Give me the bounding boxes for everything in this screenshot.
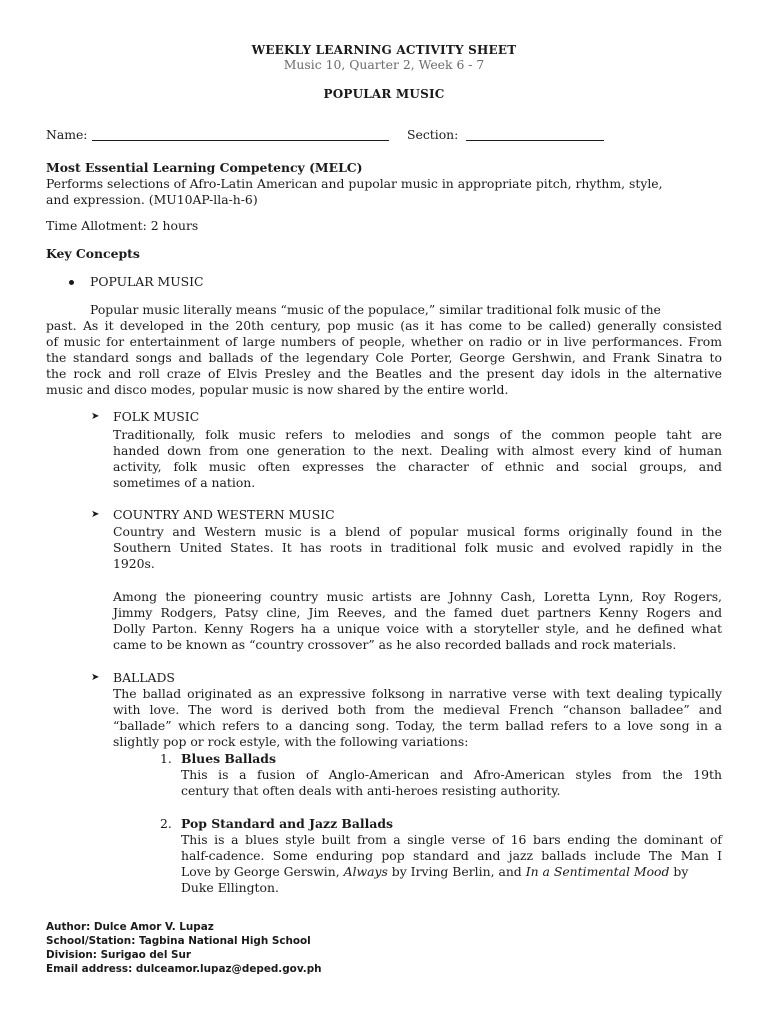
blues-ballads-heading: Blues Ballads bbox=[181, 751, 276, 766]
paragraph-line: past. As it developed in the 20th century, pop music (as it has come to be called) generally consisted bbox=[46, 318, 722, 333]
paragraph-line: the standard songs and ballads of the legendary Cole Porter, George Gershwin, and Frank Sinatra to bbox=[46, 350, 722, 365]
paragraph-line: Traditionally, folk music refers to melodies and songs of the common people taht are bbox=[113, 427, 722, 442]
footer-school: School/Station: Tagbina National High School bbox=[46, 935, 311, 947]
paragraph-line bbox=[181, 864, 688, 880]
footer-author: Author: Dulce Amor V. Lupaz bbox=[46, 921, 214, 933]
paragraph-line: the rock and roll craze of Elvis Presley and the Beatles and the present day idols in the alternative bbox=[46, 366, 722, 381]
paragraph-line: This is a fusion of Anglo-American and Afro-American styles from the 19th bbox=[181, 767, 722, 782]
paragraph-line: sometimes of a nation. bbox=[113, 475, 256, 490]
time-allotment: Time Allotment: 2 hours bbox=[46, 218, 199, 233]
paragraph-line: Among the pioneering country music artists are Johnny Cash, Loretta Lynn, Roy Rogers, bbox=[113, 589, 722, 604]
footer-email: Email address: dulceamor.lupaz@deped.gov.ph bbox=[46, 963, 322, 975]
melc-text-line: Performs selections of Afro-Latin American and pupolar music in appropriate pitch, rhythm, style, bbox=[46, 176, 663, 191]
footer-division: Division: Surigao del Sur bbox=[46, 949, 192, 961]
text-run: by bbox=[669, 864, 689, 879]
name-blank[interactable] bbox=[92, 140, 389, 141]
paragraph-line: of music for entertainment of large numbers of people, whether on radio or in live performances. From bbox=[46, 334, 722, 349]
paragraph-line: half-cadence. Some enduring pop standard and jazz ballads include The Man I bbox=[181, 848, 722, 863]
paragraph-line: This is a blues style built from a single verse of 16 bars ending the dominant of bbox=[181, 832, 722, 847]
paragraph-line: Duke Ellington. bbox=[181, 880, 279, 895]
ballads-heading: BALLADS bbox=[113, 670, 175, 685]
paragraph-line: The ballad originated as an expressive folksong in narrative verse with text dealing typically bbox=[113, 686, 722, 701]
list-number: 2. bbox=[160, 816, 172, 831]
paragraph-line: century that often deals with anti-heroes resisting authority. bbox=[181, 783, 561, 798]
arrow-bullet-icon: ➤ bbox=[91, 509, 100, 520]
paragraph-line: with love. The word is derived both from the medieval French “chanson balladee” and bbox=[113, 702, 722, 717]
sheet-title: WEEKLY LEARNING ACTIVITY SHEET bbox=[251, 43, 517, 57]
folk-music-heading: FOLK MUSIC bbox=[113, 409, 200, 424]
song-title-mood: In a Sentimental Mood bbox=[525, 864, 670, 879]
paragraph-line: Dolly Parton. Kenny Rogers ha a unique voice with a storyteller style, and he defined what bbox=[113, 621, 722, 636]
pop-standard-heading: Pop Standard and Jazz Ballads bbox=[181, 816, 394, 831]
paragraph-line: slightly pop or rock estyle, with the following variations: bbox=[113, 734, 469, 749]
paragraph-line: Southern United States. It has roots in traditional folk music and evolved rapidly in the bbox=[113, 540, 722, 555]
song-title-always: Always bbox=[343, 864, 388, 879]
section-blank[interactable] bbox=[466, 140, 604, 141]
country-music-heading: COUNTRY AND WESTERN MUSIC bbox=[113, 507, 335, 522]
paragraph-line: Jimmy Rodgers, Patsy cline, Jim Reeves, and the famed duet partners Kenny Rogers and bbox=[113, 605, 722, 620]
text-run: Love by George Gerswin, bbox=[181, 864, 344, 879]
paragraph-line: came to be known as “country crossover” as he also recorded ballads and rock materials. bbox=[113, 637, 677, 652]
arrow-bullet-icon: ➤ bbox=[91, 672, 100, 683]
paragraph-line: 1920s. bbox=[113, 556, 155, 571]
paragraph-line: “ballade” which refers to a dancing song. Today, the term ballad refers to a love song in a bbox=[113, 718, 722, 733]
paragraph-line: Popular music literally means “music of the populace,” similar traditional folk music of the bbox=[90, 302, 661, 317]
popular-music-heading: POPULAR MUSIC bbox=[90, 274, 204, 289]
melc-heading: Most Essential Learning Competency (MELC) bbox=[46, 160, 363, 175]
bullet-icon bbox=[69, 280, 74, 285]
topic-title: POPULAR MUSIC bbox=[323, 87, 445, 101]
text-run: by Irving Berlin, and bbox=[387, 864, 526, 879]
list-number: 1. bbox=[160, 751, 172, 766]
section-label: Section: bbox=[407, 127, 459, 142]
paragraph-line: activity, folk music often expresses the character of ethnic and social groups, and bbox=[113, 459, 722, 474]
melc-text-line: and expression. (MU10AP-lla-h-6) bbox=[46, 192, 258, 207]
paragraph-line: handed down from one generation to the next. Dealing with almost every kind of human bbox=[113, 443, 722, 458]
key-concepts-heading: Key Concepts bbox=[46, 246, 140, 261]
arrow-bullet-icon: ➤ bbox=[91, 411, 100, 422]
name-label: Name: bbox=[46, 127, 88, 142]
paragraph-line: music and disco modes, popular music is now shared by the entire world. bbox=[46, 382, 509, 397]
sheet-subtitle: Music 10, Quarter 2, Week 6 - 7 bbox=[283, 57, 485, 72]
paragraph-line: Country and Western music is a blend of popular musical forms originally found in the bbox=[113, 524, 722, 539]
